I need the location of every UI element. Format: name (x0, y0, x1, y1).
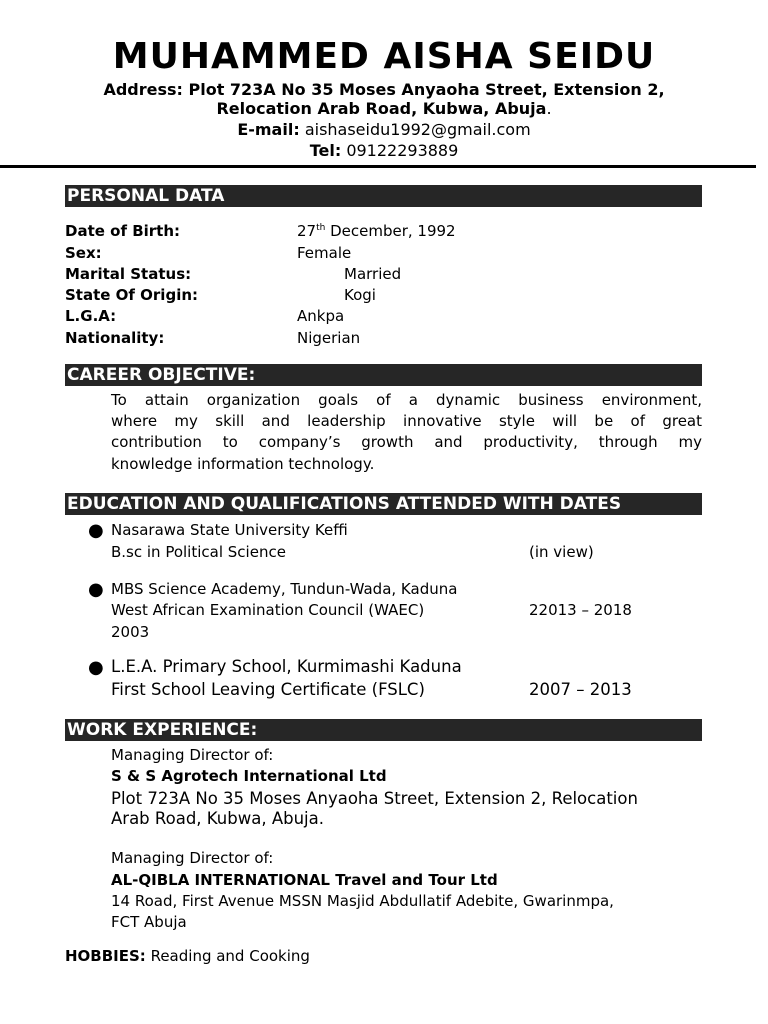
job-2-company: AL-QIBLA INTERNATIONAL Travel and Tour Ltd (111, 871, 498, 889)
lga-label: L.G.A: (65, 307, 117, 325)
origin-label: State Of Origin: (65, 286, 199, 304)
edu-3-dates: 2007 – 2013 (529, 680, 632, 699)
resume-name: MUHAMMED AISHA SEIDU (112, 36, 656, 77)
bullet-icon: ● (88, 657, 104, 678)
job-1-company: S & S Agrotech International Ltd (111, 767, 387, 785)
tel-label: Tel: (309, 141, 342, 160)
header-divider (0, 165, 756, 168)
marital-label: Marital Status: (65, 265, 192, 283)
job-2-address-1: 14 Road, First Avenue MSSN Masjid Abdullatif Adebite, Gwarinmpa, (111, 892, 614, 910)
dob-value (297, 222, 456, 240)
edu-3-school: L.E.A. Primary School, Kurmimashi Kaduna (111, 657, 462, 676)
lga-value: Ankpa (297, 307, 345, 325)
address-line-2-suffix: . (546, 99, 552, 118)
objective-line-4: knowledge information technology. (111, 455, 375, 473)
hobbies-value: Reading and Cooking (145, 947, 310, 965)
dob-day: 27 (297, 222, 317, 240)
email-value: aishaseidu1992@gmail.com (304, 120, 531, 139)
edu-3-qualification: First School Leaving Certificate (FSLC) (111, 680, 425, 699)
sex-label: Sex: (65, 244, 102, 262)
edu-1-qualification: B.sc in Political Science (111, 543, 286, 561)
job-1-address-2: Arab Road, Kubwa, Abuja. (111, 809, 324, 828)
edu-1-dates: (in view) (529, 543, 594, 561)
hobbies-label: HOBBIES: (65, 947, 146, 965)
edu-2-extra: 2003 (111, 623, 150, 641)
edu-1-school: Nasarawa State University Keffi (111, 521, 348, 539)
address-line-2-text: Relocation Arab Road, Kubwa, Abuja (216, 99, 547, 118)
dob-rest: December, 1992 (325, 222, 456, 240)
objective-line-3: contribution to company’s growth and productivity, through my (111, 433, 702, 451)
objective-line-2: where my skill and leadership innovative style will be of great (111, 412, 702, 430)
address-line-1: Address: Plot 723A No 35 Moses Anyaoha Street, Extension 2, (103, 80, 665, 99)
address-line-2 (0, 99, 768, 118)
dob-label: Date of Birth: (65, 222, 181, 240)
marital-value: Married (344, 265, 402, 283)
origin-value: Kogi (344, 286, 376, 304)
sex-value: Female (297, 244, 352, 262)
career-objective-heading: CAREER OBJECTIVE: (65, 364, 702, 386)
email-label: E-mail: (237, 120, 300, 139)
objective-line-1: To attain organization goals of a dynamic business environment, (111, 391, 702, 409)
tel-value: 09122293889 (346, 141, 459, 160)
nationality-label: Nationality: (65, 329, 165, 347)
job-1-address-1: Plot 723A No 35 Moses Anyaoha Street, Extension 2, Relocation (111, 789, 638, 808)
nationality-value: Nigerian (297, 329, 361, 347)
email-line (0, 120, 768, 139)
hobbies-line (65, 947, 310, 965)
bullet-icon: ● (88, 579, 104, 600)
job-2-role: Managing Director of: (111, 849, 274, 867)
personal-data-heading: PERSONAL DATA (65, 185, 702, 207)
bullet-icon: ● (88, 520, 104, 541)
work-experience-heading: WORK EXPERIENCE: (65, 719, 702, 741)
edu-2-school: MBS Science Academy, Tundun-Wada, Kaduna (111, 580, 458, 598)
job-2-address-2: FCT Abuja (111, 913, 187, 931)
dob-sup: th (316, 223, 326, 233)
tel-line (0, 141, 768, 160)
education-heading: EDUCATION AND QUALIFICATIONS ATTENDED WITH DATES (65, 493, 702, 515)
job-1-role: Managing Director of: (111, 746, 274, 764)
edu-2-dates: 22013 – 2018 (529, 601, 632, 619)
edu-2-qualification: West African Examination Council (WAEC) (111, 601, 425, 619)
